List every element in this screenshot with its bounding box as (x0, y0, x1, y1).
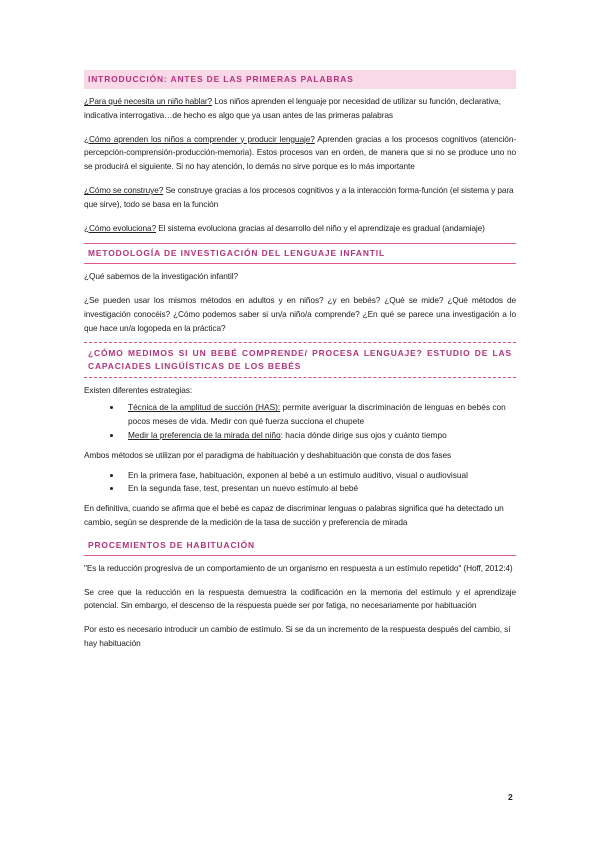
paragraph-metodologia-1: ¿Qué sabemos de la investigación infantil? (84, 271, 238, 282)
strategy-has-text: permite averiguar la discriminación de lenguas en bebés con pocos meses de vida. Medir con qué fuerza succiona el chupete (128, 402, 506, 427)
strategies-list (84, 401, 516, 442)
paragraph-definitiva: En definitiva, cuando se afirma que el bebé es capaz de discriminar lenguas o palabras significa que ha detectado un cambio, según se desprende de la medición de la tasa de succión y preferencia de mirada (84, 503, 504, 527)
paragraph-metodologia-2: ¿Se pueden usar los mismos métodos en adultos y en niños? ¿y en bebés? ¿Qué se mide? ¿Qué métodos de investigación conocéis? ¿Cómo podemos saber si un/a niño/a comprende? ¿En qué se parece una investigación a lo que hace un/a logopeda en la práctica? (84, 295, 516, 333)
document-page (84, 70, 516, 651)
question-q2: ¿Cómo aprenden los niños a comprender y producir lenguaje? (84, 133, 315, 144)
paragraph-q2 (84, 133, 516, 174)
section-heading-metodologia: METODOLOGÍA DE INVESTIGACIÓN DEL LENGUAJE INFANTIL (84, 243, 516, 264)
phases-list (84, 469, 516, 497)
paragraph-estrategias: Existen diferentes estrategias: (84, 384, 193, 395)
section-heading-medimos: ¿CÓMO MEDIMOS SI UN BEBÉ COMPRENDE/ PROCESA LENGUAJE? ESTUDIO DE LAS CAPACIADES LINGÜÍSTICAS DE LOS BEBÉS (84, 342, 516, 378)
answer-q1: Los niños aprenden el lenguaje por necesidad de utilizar su función, declarativa, indicativa interrogativa…de hecho es algo que ya usan antes de las primeras palabras (84, 96, 501, 120)
list-item: • En la segunda fase, test, presentan un nuevo estímulo al bebé (122, 482, 516, 496)
question-q4: ¿Cómo evoluciona? (84, 222, 157, 233)
strategy-mirada-title: Medir la preferencia de la mirada del niño (128, 429, 281, 440)
strategy-has-title: Técnica de la amplitud de succión (HAS): (128, 402, 281, 413)
question-q3: ¿Cómo se construye? (84, 184, 164, 195)
answer-q3: Se construye gracias a los procesos cognitivos y a la interacción forma-función (el sistema y para que sirve), todo se basa en la función (84, 184, 514, 209)
paragraph-q1 (84, 95, 516, 123)
list-item (122, 401, 516, 429)
section-heading-intro: INTRODUCCIÓN: ANTES DE LAS PRIMERAS PALABRAS (84, 70, 516, 89)
paragraph-q3 (84, 184, 516, 212)
strategy-mirada-text: : hacia dónde dirige sus ojos y cuánto tiempo (280, 429, 447, 440)
paragraph-q4 (84, 222, 516, 236)
page-number: 2 (508, 792, 513, 802)
section-heading-habituacion: PROCEMIENTOS DE HABITUACIÓN (84, 536, 516, 556)
paragraph-habituacion-2: Por esto es necesario introducir un cambio de estímulo. Si se da un incremento de la respuesta después del cambio, sí hay habituación (84, 624, 511, 648)
list-item: • En la primera fase, habituación, exponen al bebé a un estímulo auditivo, visual o audiovisual (122, 469, 516, 483)
list-item (122, 429, 516, 443)
paragraph-habituacion-1: Se cree que la reducción en la respuesta demuestra la codificación en la memoria del estímulo y el aprendizaje potencial. Sin embargo, el descenso de la respuesta puede ser por fatiga, no necesariamente por habituación (84, 586, 516, 611)
question-q1: ¿Para qué necesita un niño hablar? (84, 96, 213, 106)
answer-q4: El sistema evoluciona gracias al desarrollo del niño y el aprendizaje es gradual (andamiaje) (156, 222, 485, 233)
paragraph-ambos: Ambos métodos se utilizan por el paradigma de habituación y deshabituación que consta de dos fases (84, 449, 452, 460)
paragraph-quote: "Es la reducción progresiva de un comportamiento de un organismo en respuesta a un estímulo repetido" (Hoff, 2012:4) (84, 562, 513, 573)
answer-q2: Aprenden gracias a los procesos cognitivos (atención-percepción-comprensión-producción-memoria). Estos procesos van en orden, de manera que si no se produce uno no se producirá el siguiente. Si no hay atención, lo demás no sirve porque es lo más importante (84, 133, 517, 172)
